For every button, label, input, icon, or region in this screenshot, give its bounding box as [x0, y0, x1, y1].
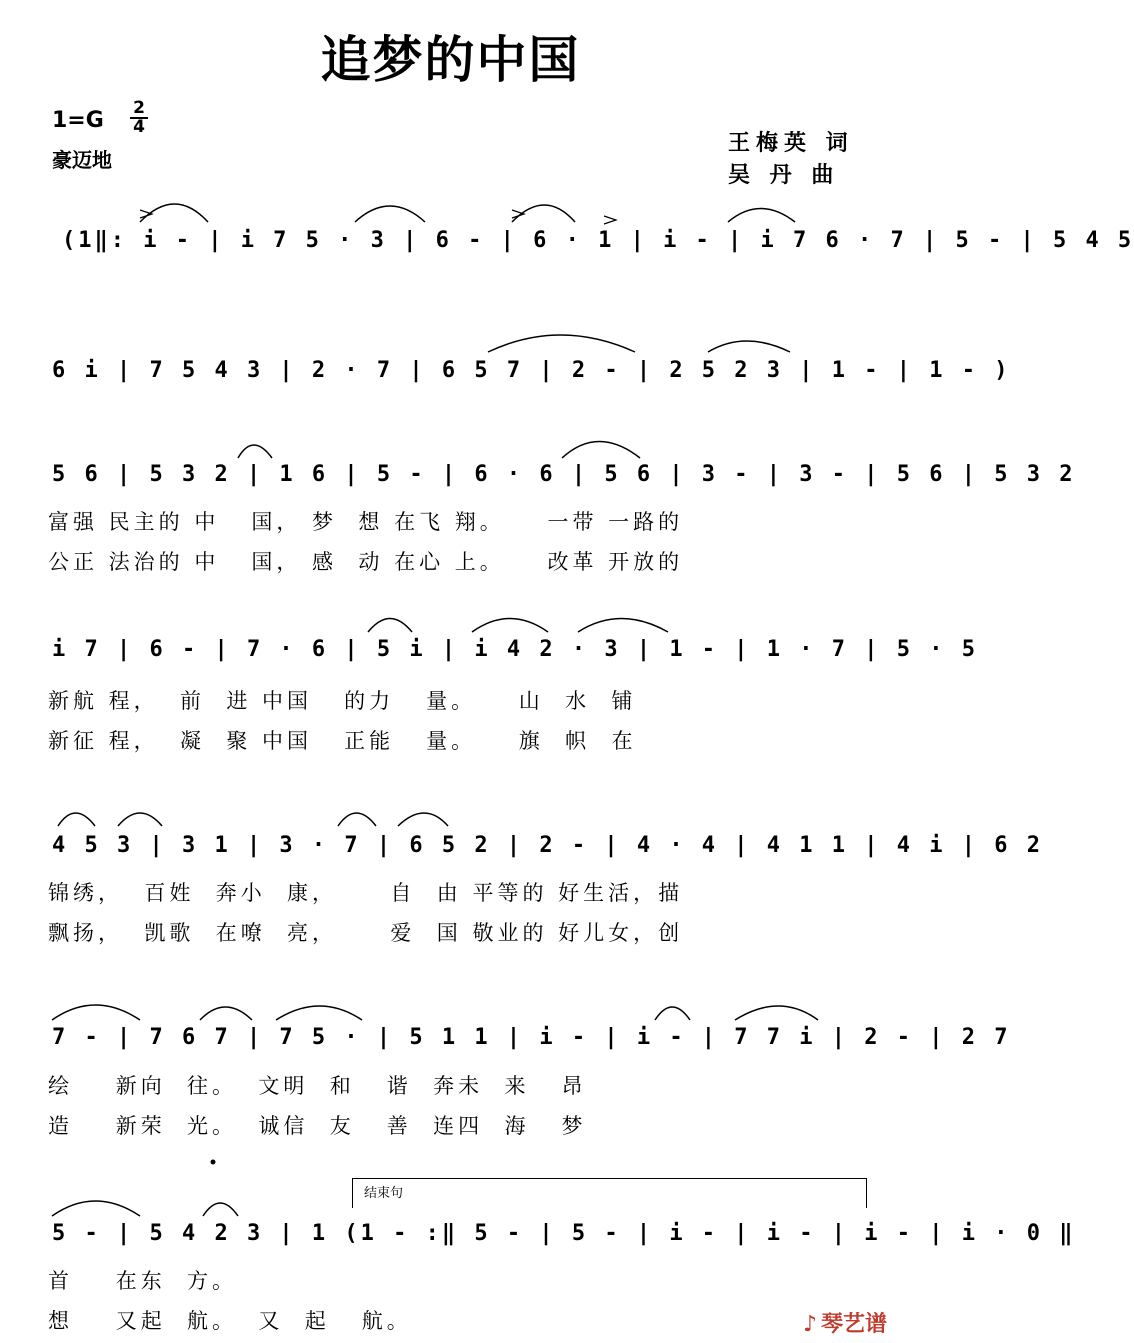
- lyrics-line-3-verse-1: 富强 民主的 中 国， 梦 想 在飞 翔。 一带 一路的: [48, 510, 684, 534]
- slur-arc: [655, 1007, 690, 1020]
- lyrics-line-6-verse-1: 绘 新向 往。 文明 和 谐 奔未 来 昂: [48, 1074, 587, 1098]
- slur-arc: [203, 1203, 238, 1216]
- slur-arc: [238, 445, 272, 458]
- song-title: 追梦的中国: [320, 31, 581, 89]
- slur-arc: [562, 442, 640, 459]
- lyrics-line-5-verse-2: 飘扬， 凯歌 在嘹 亮， 爱 国 敬业的 好儿女，创: [48, 921, 684, 945]
- lyricist-credit: 王梅英 词: [728, 131, 854, 156]
- slur-arc: [728, 209, 795, 223]
- meter-numerator: 2: [130, 100, 148, 119]
- slur-arc: [398, 813, 448, 826]
- lyrics-line-4-verse-2: 新征 程， 凝 聚 中国 正能 量。 旗 帜 在: [48, 729, 637, 753]
- accent-mark: [604, 216, 616, 224]
- slur-arc: [118, 813, 162, 826]
- ending-label: 结束句: [364, 1186, 404, 1201]
- slur-arc: [52, 1005, 140, 1020]
- notation-line-1: (1‖: i - | i 7 5 · 3 | 6 - | 6 · 1 | i - | i 7 6 · 7 | 5 - | 5 4 5: [62, 228, 1134, 253]
- logo-icon: ♪: [802, 1312, 817, 1337]
- slur-arc: [472, 619, 548, 633]
- key-signature: 1=G: [52, 108, 104, 133]
- slur-arc: [338, 813, 376, 826]
- notation-line-2: 6 i | 7 5 4 3 | 2 · 7 | 6 5 7 | 2 - | 2 5 2 3 | 1 - | 1 - ): [52, 358, 1011, 383]
- slur-arc: [708, 341, 790, 352]
- lyrics-line-6-verse-2: 造 新荣 光。 诚信 友 善 连四 海 梦: [48, 1114, 587, 1138]
- lyrics-line-4-verse-1: 新航 程， 前 进 中国 的力 量。 山 水 铺: [48, 689, 637, 713]
- slur-arc: [200, 1007, 252, 1020]
- slur-arc: [58, 813, 95, 826]
- slur-arc: [276, 1006, 362, 1020]
- tempo-mood: 豪迈地: [52, 148, 112, 172]
- slur-arc: [52, 1201, 140, 1216]
- dot-mark: [211, 1160, 216, 1165]
- notation-line-7: 5 - | 5 4 2 3 | 1 (1 - :‖ 5 - | 5 - | i - | i - | i - | i · 0 ‖: [52, 1221, 1076, 1246]
- notation-line-4: i 7 | 6 - | 7 · 6 | 5 i | i 4 2 · 3 | 1 - | 1 · 7 | 5 · 5: [52, 637, 978, 662]
- meter-denominator: 4: [133, 117, 145, 137]
- notation-line-5: 4 5 3 | 3 1 | 3 · 7 | 6 5 2 | 2 - | 4 · 4 | 4 1 1 | 4 i | 6 2: [52, 833, 1043, 858]
- lyrics-line-5-verse-1: 锦绣， 百姓 奔小 康， 自 由 平等的 好生活，描: [48, 881, 684, 905]
- lyrics-line-7-verse-1: 首 在东 方。: [48, 1269, 238, 1293]
- slur-arc: [578, 619, 668, 633]
- notation-line-6: 7 - | 7 6 7 | 7 5 · | 5 1 1 | i - | i - | 7 7 i | 2 - | 2 7: [52, 1025, 1011, 1050]
- lyrics-line-3-verse-2: 公正 法治的 中 国， 感 动 在心 上。 改革 开放的: [48, 550, 684, 574]
- notation-line-3: 5 6 | 5 3 2 | 1 6 | 5 - | 6 · 6 | 5 6 | 3 - | 3 - | 5 6 | 5 3 2: [52, 462, 1076, 487]
- composer-credit: 吴 丹 曲: [728, 163, 840, 188]
- watermark: [803, 1307, 887, 1338]
- slur-arc: [368, 619, 412, 633]
- lyrics-line-7-verse-2: 想 又起 航。 又 起 航。: [48, 1309, 412, 1333]
- slur-arc: [735, 1006, 818, 1020]
- slur-arc: [355, 206, 425, 222]
- slur-arc: [488, 335, 635, 352]
- watermark-text: 琴艺谱: [820, 1312, 887, 1337]
